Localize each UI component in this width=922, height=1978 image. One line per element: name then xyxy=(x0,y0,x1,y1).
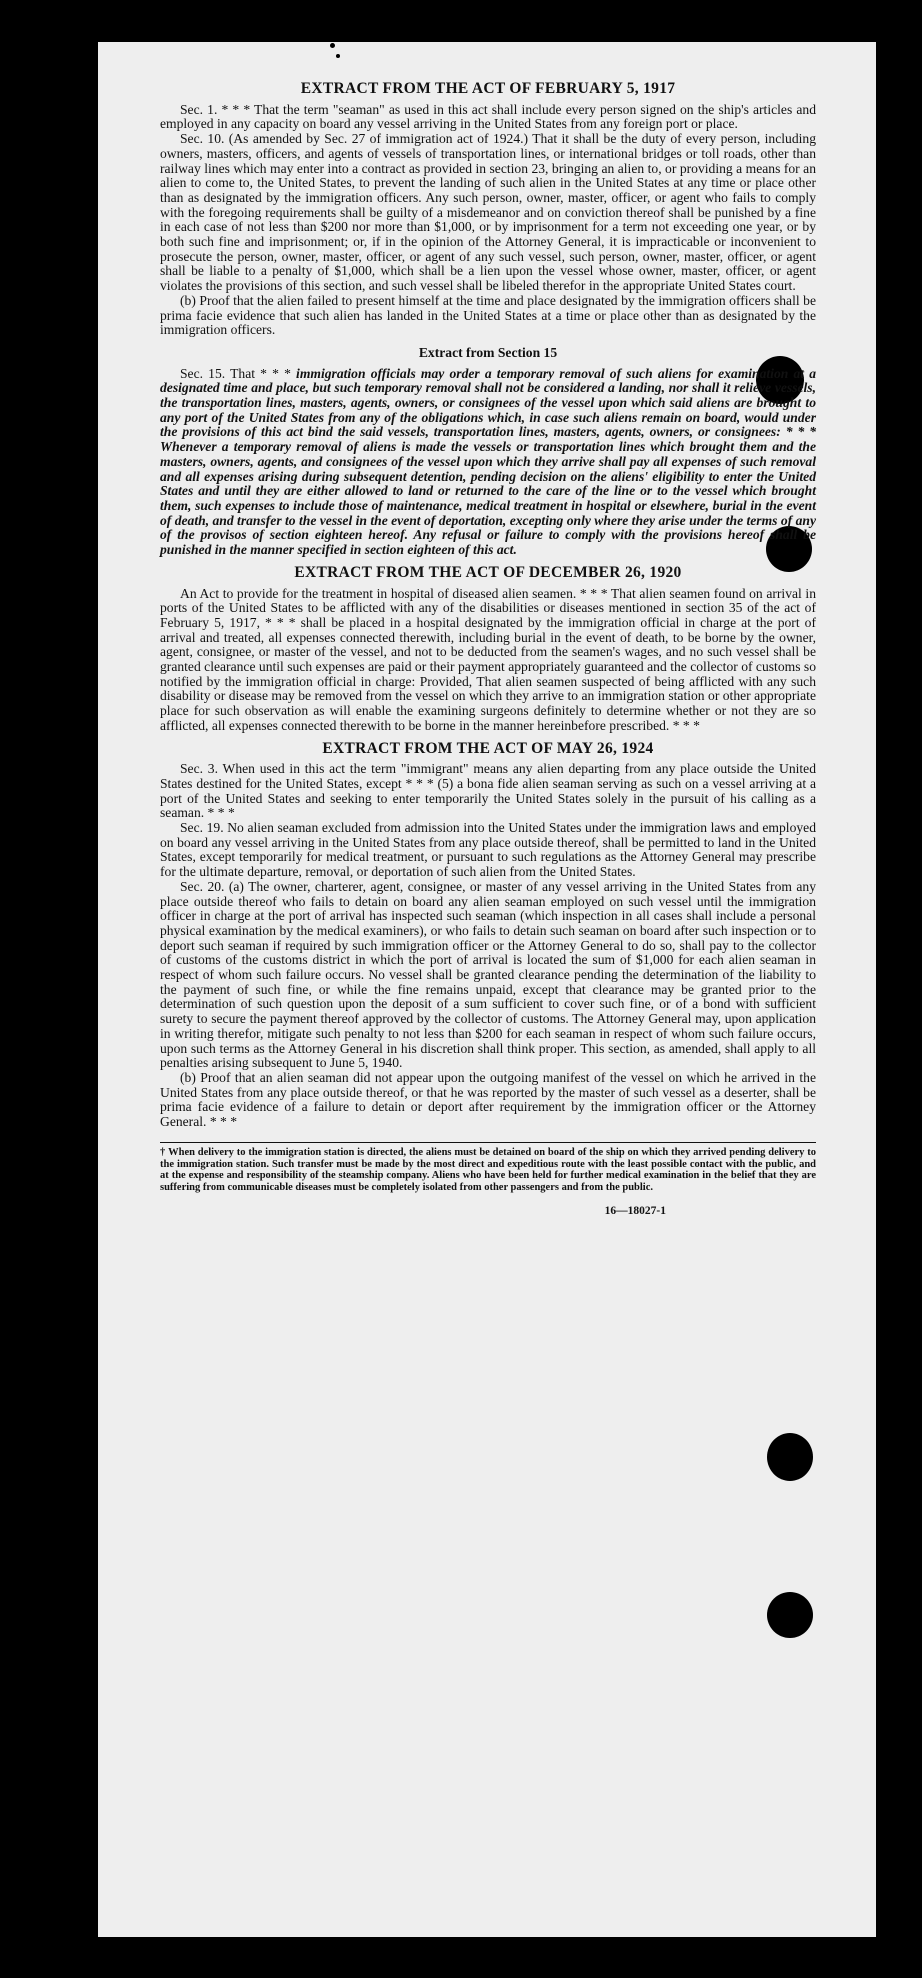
heading-may-1924: EXTRACT FROM THE ACT OF MAY 26, 1924 xyxy=(322,739,654,757)
document-number: 16—18027-1 xyxy=(604,1205,666,1217)
heading-feb-1917: EXTRACT FROM THE ACT OF FEBRUARY 5, 1917 xyxy=(300,80,676,97)
sec-10-text: Sec. 10. (As amended by Sec. 27 of immigration act of 1924.) That it shall be the duty of every person, including owners, masters, officers, and agents of vessels of transportation lines, or international bridges or toll roads, other than railway lines which may enter into a contract as provided in section 23, bringing an alien to, or providing a means for an alien to come to, the United States, to prevent the landing of such alien in the United States at any time or place other than as designated by the immigration officers. Any such person, owner, master, officer, or agent who fails to comply with the foregoing requirements shall be guilty of a misdemeanor and on conviction thereof shall be punished by a fine in each case of not less than $200 nor more than $1,000, or by imprisonment for a term not exceeding one year, or by both such fine and imprisonment; or, if in the opinion of the Attorney General, it is impracticable or inconvenient to prosecute the person, owner, master, officer, or agent of any such vessel, such person, owner, master, officer, or agent shall be liable to a penalty of $1,000, which shall be a lien upon the vessel whose owner, master, officer, or agent violates the provisions of this section, and such vessel shall be libeled therefor in the appropriate United States court. xyxy=(160,131,816,294)
sec-3-text: Sec. 3. When used in this act the term "immigrant" means any alien departing from any place outside the United States destined for the United States, except * * * (5) a bona fide alien seaman serving as such on a vessel arriving at a port of the United States and seeking to enter temporarily the United States solely in the pursuit of his calling as a seaman. * * * xyxy=(160,761,816,821)
extract-dec-1920 xyxy=(160,563,816,734)
sec-15-text xyxy=(160,367,816,558)
footnote: † When delivery to the immigration station is directed, the aliens must be detained on board of the ship on which they arrived pending delivery to the immigration station. Such transfer must be made by the most direct and expeditious route with the least possible contact with the public, and at the expense and responsibility of the steamship company. Aliens who have been held for further medical examination in the belief that they are suffering from communicable diseases must be completely isolated from other passengers and from the public. xyxy=(160,1142,816,1194)
sec-1-text: Sec. 1. * * * That the term "seaman" as used in this act shall include every person signed on the ship's articles and employed in any capacity on board any vessel arriving in the United States from any foreign port or place. xyxy=(160,101,816,132)
punch-hole-4 xyxy=(767,1592,813,1638)
sec-20b-text: (b) Proof that an alien seaman did not appear upon the outgoing manifest of the vessel on which he arrived in the United States from any place outside thereof, or that he was reported by the master of such vessel as a deserter, shall be prima facie evidence of a failure to detain or deport after requirement by the immigration officer or the Attorney General. * * * xyxy=(160,1070,816,1130)
punch-hole-3 xyxy=(767,1433,813,1481)
speck-top-2 xyxy=(336,54,340,58)
document-body xyxy=(160,82,816,1219)
sec-20-text: Sec. 20. (a) The owner, charterer, agent, consignee, or master of any vessel arriving in the United States from any place outside thereof who fails to detain on board any alien seaman employed on such vessel until the immigration officer in charge at the port of arrival has inspected such seaman (which inspection in all cases shall include a personal physical examination by the medical examiners), or who fails to detain such seaman on board after such inspection or to deport such seaman if required by such immigration officer or the Attorney General to do so, shall pay to the collector of customs of the customs district in which the port of arrival is located the sum of $1,000 for each alien seaman in respect of whom such failure occurs. No vessel shall be granted clearance pending the determination of the liability to the payment of such fine, or while the fine remains unpaid, except that clearance may be granted prior to the determination of such question upon the deposit of a sum sufficient to cover such fine, or of a bond with sufficient surety to secure the payment thereof approved by the collector of customs. The Attorney General may, upon application in writing therefor, mitigate such penalty to not less than $200 for each seaman in respect of whom such failure occurs, upon such terms as the Attorney General in his discretion shall think proper. This section, as amended, shall apply to all penalties arising subsequent to June 5, 1940. xyxy=(160,878,816,1071)
extract-section-15 xyxy=(160,346,816,558)
extract-may-1924 xyxy=(160,739,816,1130)
dec-1920-text: An Act to provide for the treatment in hospital of diseased alien seamen. * * * That alien seamen found on arrival in ports of the United States to be afflicted with any of the disabilities or diseases mentioned in section 35 of the act of February 5, 1917, * * * shall be placed in a hospital designated by the immigration official in charge at the port of arrival and treated, all expenses connected therewith, including burial in the event of death, to be borne by the owner, agent, consignee, or master of the vessel, and not to be deducted from the seamen's wages, and no such vessel shall be granted clearance until such expenses are paid or their payment appropriately guaranteed and the collector of customs so notified by the immigration official in charge: Provided, That alien seamen suspected of being afflicted with any such disability or disease may be removed from the vessel on which they arrive to an immigration station or other appropriate place for such observation as will enable the examining surgeons definitely to determine whether or not they are so afflicted, all expenses connected therewith to be borne in the manner hereinbefore prescribed. * * * xyxy=(160,585,816,733)
heading-dec-1920: EXTRACT FROM THE ACT OF DECEMBER 26, 1920 xyxy=(294,563,682,581)
document-page xyxy=(98,42,876,1937)
speck-top-1 xyxy=(330,43,335,48)
sec-10b-text: (b) Proof that the alien failed to present himself at the time and place designated by the immigration officers shall be prima facie evidence that such alien has landed in the United States at a time or place other than as designated by the immigration officers. xyxy=(160,292,816,338)
sec-15-lead: Sec. 15. That * * * xyxy=(180,365,291,381)
sec-19-text: Sec. 19. No alien seaman excluded from admission into the United States under the immigration laws and employed on board any vessel arriving in the United States from any place outside thereof, shall be permitted to land in the United States, except temporarily for medical treatment, or pursuant to such regulations as the Attorney General may prescribe for the ultimate departure, removal, or deportation of such alien from the United States. xyxy=(160,820,816,880)
sec-15-body: immigration officials may order a temporary removal of such aliens for examination at a designated time and place, but such temporary removal shall not be considered a landing, nor shall it relieve vessels, the transportation lines, masters, agents, owners, or consignees of the vessel upon which said aliens are brought to any port of the United States from any of the obligations which, in case such aliens remain on board, would under the provisions of this act bind the said vessels, transportation lines, masters, agents, owners, or consignees: * * * Whenever a temporary removal of aliens is made the vessels or transportation lines which brought them and the masters, owners, agents, and consignees of the vessel upon which they arrive shall pay all expenses of such removal and all expenses arising during subsequent detention, pending decision on the aliens' eligibility to enter the United States and until they are either allowed to land or returned to the care of the line or to the vessel which brought them, such expenses to include those of maintenance, medical treatment in hospital or elsewhere, burial in the event of death, and transfer to the vessel in the event of deportation, excepting only where they arise under the terms of any of the provisos of section eighteen hereof. Any refusal or failure to comply with the provisions hereof shall be punished in the manner specified in section eighteen of this act. xyxy=(160,365,816,558)
extract-feb-1917 xyxy=(160,82,816,338)
heading-section-15: Extract from Section 15 xyxy=(418,344,558,360)
